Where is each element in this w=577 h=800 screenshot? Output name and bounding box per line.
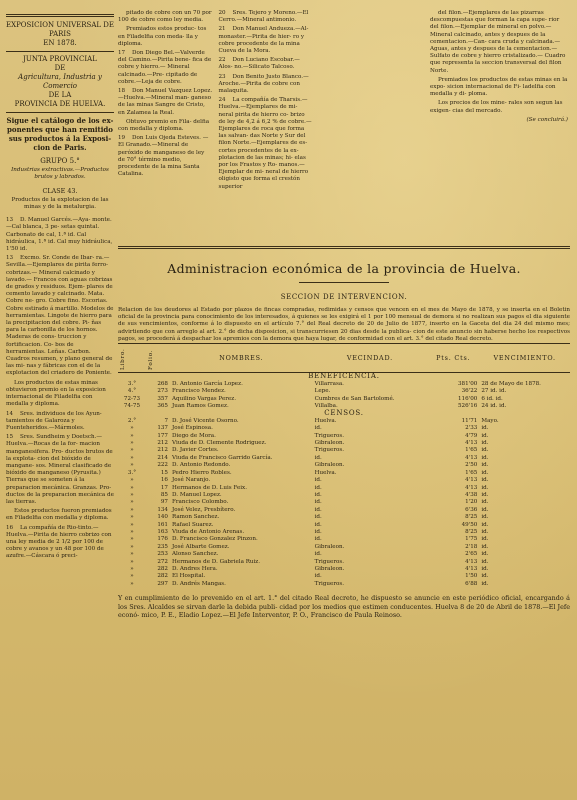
admin-title: Administracion económica de la provincia de Huelva. bbox=[167, 261, 521, 276]
cell-folio: 140 bbox=[157, 514, 168, 521]
cell-ptas: 1'20 bbox=[465, 499, 478, 506]
cell-ptas: 4'13 bbox=[465, 440, 478, 447]
cell-folio: 212 bbox=[157, 440, 168, 447]
entry-text: La compañía de Rio-tinto.— Huelva.—Pirita de hierro cobrizo con una ley media de 2 1/2 por 100 de cobre y avanos y un 48 por 100 de azufre.—Cáscara ó preci- bbox=[6, 524, 112, 560]
cell-nombre: D. Antonio Redondo. bbox=[172, 462, 231, 469]
catalog-entry bbox=[118, 88, 213, 117]
cell-vencimiento: id. bbox=[481, 499, 489, 506]
table-row bbox=[118, 514, 570, 521]
closing-paragraph bbox=[118, 594, 570, 619]
cell-vencimiento: id. bbox=[481, 565, 489, 572]
divider bbox=[6, 51, 114, 52]
cell-libro: » bbox=[130, 477, 134, 484]
cell-nombre: Rafael Suarez. bbox=[172, 521, 214, 528]
cell-libro: » bbox=[130, 432, 134, 439]
col1-entries bbox=[6, 217, 114, 560]
cell-libro: » bbox=[130, 558, 134, 565]
cell-folio: 161 bbox=[157, 521, 168, 528]
cell-vencimiento: 28 de Mayo de 1878. bbox=[481, 380, 541, 387]
clase-subtitle: Productos de la explotacion de las minas y de la metalurgia. bbox=[11, 196, 109, 211]
debtors-table bbox=[118, 343, 570, 588]
header-vencimiento: VENCIMIENTO. bbox=[493, 353, 556, 362]
entry-text: La compañía de Tharsis.— Huelva.—Ejemplares de mi- neral pirita de hierro co- brizo de ley de 4,2 á 6,2 % de cobre.—Ejemplares de roca que forma las salvan- das Norte y Sur del filon Norte.—Ejemplares de es- cortes procedentes de la ex- plotacion de las minas; hi- elas por los Frastos y Ro- manos.—Ejemplar de mi- neral de hierro oligisto que forma el crestón superior bbox=[218, 97, 312, 190]
entry-text: D. Manuel Garcés.—Aya- monte.—Cal blanca, 3 pe- setas quintal. Carbonato de cal, 1.ª id. Cal hidráulica, 1.ª id. Cal muy hidráulica, 1'50 id. bbox=[6, 217, 113, 253]
entry-number: 17 bbox=[118, 50, 126, 57]
cell-ptas: 1'65 bbox=[465, 447, 478, 454]
cell-ptas: 8'25 bbox=[465, 514, 478, 521]
section-title: BENEFICENCIA. bbox=[308, 372, 380, 381]
exposition-header bbox=[6, 21, 114, 152]
cell-libro: » bbox=[130, 484, 134, 491]
cell-nombre: José Velez, Presbítero. bbox=[172, 506, 236, 513]
cell-vencimiento: id. bbox=[481, 580, 489, 587]
cell-folio: 272 bbox=[157, 558, 168, 565]
entry-number: 21 bbox=[218, 26, 226, 33]
cell-vencimiento: id. bbox=[481, 551, 489, 558]
header-folio: Folio. bbox=[148, 349, 154, 371]
title-rule bbox=[299, 282, 389, 283]
cell-nombre: Francisco Mendez. bbox=[172, 388, 226, 395]
entry-number: 20 bbox=[218, 10, 226, 16]
table-row bbox=[118, 447, 570, 454]
cell-vencimiento: 27 id. id. bbox=[481, 388, 507, 395]
col3-entries bbox=[430, 10, 568, 115]
cell-folio: 268 bbox=[157, 380, 168, 387]
cell-nombre: José Albarte Gomez. bbox=[172, 543, 230, 550]
catalog-entry bbox=[6, 434, 114, 506]
cell-libro: » bbox=[130, 551, 134, 558]
catalog-entry bbox=[6, 411, 114, 433]
catalog-entry bbox=[430, 77, 568, 99]
catalog-entry bbox=[219, 10, 314, 24]
cell-folio: 177 bbox=[157, 432, 168, 439]
cell-libro: » bbox=[130, 565, 134, 572]
cell-nombre: Aquilino Vargas Perez. bbox=[172, 395, 236, 402]
header-line: ponentes que han remitido bbox=[7, 125, 113, 134]
header-line: JUNTA PROVINCIAL bbox=[23, 55, 97, 63]
cell-nombre: El Hospital. bbox=[172, 573, 206, 580]
entry-text: Premiados los productos de estas minas en la expo- sicion internacional de Fi- ladelfia con medalla y di- ploma. bbox=[430, 76, 568, 98]
cell-vencimiento: id. bbox=[481, 432, 489, 439]
catalog-entry bbox=[6, 255, 114, 377]
censos-rows bbox=[118, 418, 570, 588]
table-row bbox=[118, 425, 570, 432]
header-line: DE LA bbox=[48, 91, 72, 99]
admin-subtitle: SECCION DE INTERVENCION. bbox=[280, 293, 408, 301]
entry-number: 13 bbox=[6, 255, 14, 262]
column-1 bbox=[6, 10, 114, 563]
table-row bbox=[118, 551, 570, 558]
cell-nombre: Juan Ramos Gomez. bbox=[172, 403, 229, 410]
cell-vecindad: Lepe. bbox=[314, 388, 331, 395]
header-ptas: Pts. Cts. bbox=[436, 353, 471, 362]
entry-number: 14 bbox=[6, 410, 14, 417]
header-line: PROVINCIA DE HUELVA. bbox=[14, 100, 106, 108]
table-row bbox=[118, 477, 570, 484]
cell-ptas: 1'65 bbox=[465, 469, 478, 476]
entry-text: Sres. individuos de los Ayun- tamientos de Galaroza y Fuenteheridos.—Mármoles. bbox=[6, 410, 102, 431]
grupo-subtitle: Industrias extractivas.—Productos brutos y labrados. bbox=[11, 167, 109, 181]
cell-libro: 3.° bbox=[127, 380, 137, 387]
cell-folio: 282 bbox=[157, 565, 168, 572]
cell-libro: 3.° bbox=[127, 469, 137, 476]
cell-vecindad: id. bbox=[314, 484, 322, 491]
cell-folio: 17 bbox=[160, 484, 168, 491]
cell-libro: » bbox=[130, 491, 134, 498]
table-row bbox=[118, 536, 570, 543]
table-row bbox=[118, 529, 570, 536]
cell-vecindad: id. bbox=[314, 521, 322, 528]
cell-nombre: D. Javier Cortes. bbox=[172, 447, 219, 454]
cell-libro: 2.° bbox=[127, 417, 137, 424]
cell-vecindad: Huelva. bbox=[314, 469, 337, 476]
entry-number: 23 bbox=[218, 73, 226, 80]
cell-ptas: 8'25 bbox=[465, 528, 478, 535]
entry-text: Don Manuel Andueza.—Al- monaster.—Pirita de hier- ro y cobre procedente de la mina Cueva de la Mora. bbox=[218, 26, 309, 55]
cell-folio: 212 bbox=[157, 447, 168, 454]
cell-libro: » bbox=[130, 440, 134, 447]
cell-libro: » bbox=[130, 447, 134, 454]
cell-nombre: Diego de Mora. bbox=[172, 432, 216, 439]
cell-ptas: 2'65 bbox=[465, 551, 478, 558]
header-nombres: NOMBRES. bbox=[219, 353, 264, 362]
cell-vencimiento: id. bbox=[481, 469, 489, 476]
cell-vencimiento: id. bbox=[481, 536, 489, 543]
cell-libro: » bbox=[130, 536, 134, 543]
cell-libro: » bbox=[130, 528, 134, 535]
section-title: CENSOS. bbox=[324, 409, 364, 418]
cell-vecindad: Gibraleon. bbox=[314, 565, 345, 572]
cell-vencimiento: id. bbox=[481, 484, 489, 491]
cell-ptas: 2'33 bbox=[465, 425, 478, 432]
entry-text: Excmo. Sr. Conde de Ibar- ra.—Sevilla.—Ejemplares de pirita ferro-cobrizas.— Mineral calcinado y lavado.— Francos con aguas cobrizas de grados y residuos. Ejem- plares de cemento lavado y calcinado. Mata. Cobre ne- gro. Cobre fino. Escorias. Cobre estirado á martillo. Modelos de herramientas. Lingote de hierro para la precipitacion del cobre. Pi- ñas para la carbonilla de los hornos. Maderas de cons- truccion y fortificacion. Co- bos de herramientas. Leñas. Carbon. Cuadros resumen, y plano general de las mi- nas y fábricas con el de la explotacion del criadero de Poniente. bbox=[6, 255, 114, 377]
cell-folio: 137 bbox=[157, 425, 168, 432]
cell-vecindad: Trigueros. bbox=[314, 432, 345, 439]
catalog-entry bbox=[430, 10, 568, 75]
entry-text: Don Manuel Vazquez Lopez. —Huelva.—Mineral man- ganeso de las minas Sangre de Cristo, en Zalamea la Real. bbox=[118, 88, 213, 116]
cell-ptas: 526'16 bbox=[458, 403, 478, 410]
cell-vecindad: id. bbox=[314, 499, 322, 506]
table-row bbox=[118, 544, 570, 551]
cell-nombre: Hermanos de D. Luis Feix. bbox=[172, 484, 247, 491]
cell-ptas: 6'88 bbox=[465, 580, 478, 587]
table-row bbox=[118, 455, 570, 462]
entry-number: 13 bbox=[6, 217, 14, 224]
cell-vecindad: id. bbox=[314, 551, 322, 558]
cell-vecindad: id. bbox=[314, 454, 322, 461]
cell-vencimiento: id. bbox=[481, 477, 489, 484]
cell-vecindad: Huelva. bbox=[314, 417, 337, 424]
cell-folio: 134 bbox=[157, 506, 168, 513]
table-row bbox=[118, 388, 570, 395]
cell-vecindad: id. bbox=[314, 506, 322, 513]
cell-ptas: 4'79 bbox=[465, 432, 478, 439]
cell-vencimiento: id. bbox=[481, 514, 489, 521]
catalog-entry bbox=[118, 119, 213, 133]
catalog-entry bbox=[118, 135, 213, 178]
divider bbox=[6, 112, 114, 113]
cell-libro: » bbox=[130, 521, 134, 528]
cell-nombre: Ramon Sanchez. bbox=[172, 514, 220, 521]
entry-text: Don Diego Bel.—Valverde del Camino.—Pirita bene- fica de cobre y hierro.— Mineral calcinado.—Pre- cipitado de cobre.—Leja de cobre. bbox=[118, 50, 212, 85]
cell-libro: » bbox=[130, 425, 134, 432]
cell-vecindad: id. bbox=[314, 514, 322, 521]
cell-nombre: D. José Vicente Osorno. bbox=[172, 417, 239, 424]
cell-folio: 85 bbox=[160, 491, 168, 498]
header-libro: Libro. bbox=[120, 348, 126, 371]
header-vecindad: VECINDAD. bbox=[346, 353, 393, 362]
cell-nombre: Francisco Colombo. bbox=[172, 499, 229, 506]
cell-ptas: 4'13 bbox=[465, 565, 478, 572]
table-header-row bbox=[118, 344, 570, 373]
cell-ptas: 2'18 bbox=[465, 543, 478, 550]
cell-nombre: Viuda de D. Clemente Rodriguez. bbox=[172, 440, 267, 447]
col2-entries-b bbox=[219, 10, 314, 193]
catalog-entry bbox=[6, 217, 114, 253]
cell-vecindad: Trigueros. bbox=[314, 447, 345, 454]
cell-nombre: D. Francisco Gonzalez Pinzon. bbox=[172, 536, 258, 543]
table-row bbox=[118, 433, 570, 440]
cell-vencimiento: id. bbox=[481, 543, 489, 550]
cell-vencimiento: id. bbox=[481, 558, 489, 565]
cell-nombre: D. Manuel Lopez. bbox=[172, 491, 222, 498]
cell-libro: » bbox=[130, 454, 134, 461]
cell-ptas: 36'22 bbox=[461, 388, 478, 395]
entry-text: Don Luciano Escobar.—Alos- no.—Silicato Talcoso. bbox=[218, 57, 300, 71]
cell-folio: 97 bbox=[160, 499, 168, 506]
cell-vencimiento: id. bbox=[481, 454, 489, 461]
cell-nombre: D. Andrés Mangas. bbox=[172, 580, 226, 587]
cell-ptas: 49'50 bbox=[461, 521, 478, 528]
catalog-entry bbox=[6, 508, 114, 522]
cell-vecindad: id. bbox=[314, 536, 322, 543]
cell-libro: 74-75 bbox=[123, 403, 141, 410]
entry-text: Obtuvo premio en Fila- delfia con medalla y diploma. bbox=[118, 118, 210, 133]
cell-vencimiento: id. bbox=[481, 462, 489, 469]
cell-libro: » bbox=[130, 514, 134, 521]
table-row bbox=[118, 559, 570, 566]
cell-nombre: Pedro Hierro Robles. bbox=[172, 469, 232, 476]
cell-ptas: 11'71 bbox=[461, 417, 478, 424]
section-beneficencia bbox=[118, 373, 570, 381]
entry-number: 18 bbox=[118, 88, 126, 95]
cell-folio: 235 bbox=[157, 543, 168, 550]
table-row bbox=[118, 381, 570, 388]
catalog-entry bbox=[6, 525, 114, 561]
cell-ptas: 6'36 bbox=[465, 506, 478, 513]
cell-vencimiento: id. bbox=[481, 491, 489, 498]
catalog-entry bbox=[219, 26, 314, 55]
cell-nombre: D. Andres Hera. bbox=[172, 565, 218, 572]
cell-nombre: Alonso Sanchez. bbox=[172, 551, 219, 558]
cell-folio: 297 bbox=[157, 580, 168, 587]
header-line: cion de Paris. bbox=[33, 143, 87, 152]
header-line: Agricultura, Industria y Comercio bbox=[18, 73, 102, 90]
entry-number: 16 bbox=[6, 524, 14, 531]
section-censos bbox=[118, 410, 570, 417]
admin-section bbox=[118, 242, 570, 619]
grupo-title: GRUPO 5.° bbox=[40, 157, 80, 165]
column-2 bbox=[118, 10, 313, 193]
admin-intro: Relacion de los deudores al Estado por plazos de fincas compradas, redimidas y censos que vencen en el mes de Mayo de 1878, y se inserta en el Boletin oficial de la provincia para conocimiento de los interesados, á quienes se les exigirá el 1 por 100 mensual de demora si no realizan sus pagos el dia siguiente de sus vencimientos, conforme á lo dispuesto en el artículo 7.° del Real decreto de 20 de Julio de 1877, inserto en la Gaceta del dia 24 del mismo mes; advirtiendo que con arreglo al art. 2.° de dicha disposicion, si transcurriesen 20 dias desde la publica- cion de este anuncio sin haberse hecho los respectivos pagos, se procederá á despachar los apremios con la demora que haya lugar, de conformidad con el art. 3.° del citado Real decreto. bbox=[118, 307, 570, 342]
cell-ptas: 4'13 bbox=[465, 558, 478, 565]
cell-ptas: 1'75 bbox=[465, 536, 478, 543]
cell-vencimiento: Mayo. bbox=[481, 417, 499, 424]
cell-vecindad: id. bbox=[314, 477, 322, 484]
col2-entries-a bbox=[118, 10, 213, 193]
catalog-entry bbox=[118, 26, 213, 48]
beneficencia-rows bbox=[118, 381, 570, 411]
cell-folio: 7 bbox=[164, 417, 168, 424]
cell-vencimiento: id. bbox=[481, 528, 489, 535]
cell-vecindad: id. bbox=[314, 573, 322, 580]
cell-folio: 253 bbox=[157, 551, 168, 558]
entry-text: del filon.—Ejemplares de las pizarras descompuestas que forman la capa supe- rior del filon.—Ejemplar de mineral en polvo.—Mineral calcinado, antes y despues de la cementacion.—Can- cara cruda y calcinada.— Aguas, antes y despues de la cementacion.—Sulfato de cobre y hierro cristalizado.— Cuadro que representa la seccion transversal del filon Norte. bbox=[430, 10, 566, 74]
cell-folio: 163 bbox=[157, 528, 168, 535]
cell-vencimiento: 24 id. id. bbox=[481, 403, 507, 410]
cell-vecindad: Villalba. bbox=[314, 403, 338, 410]
table-row bbox=[118, 573, 570, 580]
cell-libro: 72-73 bbox=[123, 395, 141, 402]
table-row bbox=[118, 522, 570, 529]
catalog-entry bbox=[430, 100, 568, 114]
cell-nombre: Viuda de Antonio Arenas. bbox=[172, 528, 245, 535]
table-row bbox=[118, 499, 570, 506]
entry-text: Los productos de estas minas obtuvieron premio en la exposicion internacional de Filadelfia con medalla y diploma. bbox=[6, 379, 106, 408]
cell-vencimiento: id. bbox=[481, 440, 489, 447]
catalog-entry bbox=[219, 57, 314, 71]
table-row bbox=[118, 440, 570, 447]
section-rule bbox=[118, 246, 570, 249]
cell-vencimiento: id. bbox=[481, 573, 489, 580]
cell-nombre: Viuda de Francisco Garrido García. bbox=[172, 454, 273, 461]
catalog-entry bbox=[118, 10, 213, 24]
entry-text: Premiados estos produc- tos en Filadelfia con meda- lla y diploma. bbox=[118, 26, 207, 47]
entry-text: Los precios de los mine- rales son segun las exigen- cias del mercado. bbox=[430, 100, 563, 114]
entry-number: 15 bbox=[6, 434, 14, 441]
header-line: EXPOSICION UNIVERSAL DE PARIS bbox=[6, 21, 114, 38]
cell-vecindad: Villarrasa. bbox=[314, 380, 344, 387]
cell-vecindad: Gibraleon. bbox=[314, 440, 345, 447]
cell-libro: » bbox=[130, 499, 134, 506]
cell-ptas: 4'13 bbox=[465, 484, 478, 491]
top-rule bbox=[6, 14, 114, 17]
entry-number: 24 bbox=[218, 97, 226, 104]
entry-number: 22 bbox=[218, 57, 226, 64]
table-row bbox=[118, 581, 570, 588]
cell-vecindad: Cumbres de San Bartolomé. bbox=[314, 395, 395, 402]
table-row bbox=[118, 470, 570, 477]
table-row bbox=[118, 485, 570, 492]
cell-folio: 273 bbox=[157, 388, 168, 395]
entry-text: Sres. Tejero y Moreno.—El Cerro.—Mineral antimonio. bbox=[218, 10, 309, 24]
entry-text: Sres. Sundheim y Doetsch.— Huelva.—Rocas de la for- macion manganesifera. Pro- ductos brutos de la explota- cion del bióxido de mangane- sos. Mineral clasificado de bióxido de manganeso (Pyrusita.) Tierras que se someten á la preparacion mecánica. Granzas. Pro- ductos de la preparacion mecánica de las tierras. bbox=[6, 434, 114, 505]
entry-text: Don Luis Ojeda Esteves. —El Granado.—Mineral de peróxido de manganeso de ley de 70° término medio, procedente de la mina Santa Catalina. bbox=[118, 135, 209, 178]
cell-nombre: D. Antonio García Lopez. bbox=[172, 380, 243, 387]
cell-libro: » bbox=[130, 506, 134, 513]
cell-nombre: José Naranjo. bbox=[172, 477, 211, 484]
cell-vencimiento: id. bbox=[481, 521, 489, 528]
table-row bbox=[118, 396, 570, 403]
cell-libro: » bbox=[130, 580, 134, 587]
catalog-entry bbox=[219, 97, 314, 191]
cell-vencimiento: id. bbox=[481, 506, 489, 513]
table-row bbox=[118, 462, 570, 469]
cell-ptas: 2'50 bbox=[465, 462, 478, 469]
cell-folio: 15 bbox=[160, 469, 168, 476]
column-3 bbox=[430, 10, 568, 124]
cell-ptas: 381'00 bbox=[458, 380, 478, 387]
cell-ptas: 4'38 bbox=[465, 491, 478, 498]
cell-vencimiento: 6 id. id. bbox=[481, 395, 503, 402]
clase-title: CLASE 43. bbox=[42, 186, 78, 195]
cell-libro: » bbox=[130, 543, 134, 550]
cell-vecindad: Trigueros. bbox=[314, 580, 345, 587]
cell-folio: 365 bbox=[157, 403, 168, 410]
cell-vecindad: id. bbox=[314, 491, 322, 498]
table-row bbox=[118, 566, 570, 573]
cell-vecindad: id. bbox=[314, 528, 322, 535]
header-line: DE bbox=[54, 64, 66, 72]
cell-nombre: Hermanos de D. Gabriela Ruiz. bbox=[172, 558, 261, 565]
cell-folio: 214 bbox=[157, 454, 168, 461]
cell-libro: » bbox=[130, 573, 134, 580]
cell-ptas: 1'50 bbox=[465, 573, 478, 580]
cell-vencimiento: id. bbox=[481, 425, 489, 432]
cell-libro: 4.° bbox=[127, 388, 137, 395]
cell-folio: 357 bbox=[157, 395, 168, 402]
cell-folio: 282 bbox=[157, 573, 168, 580]
cell-ptas: 4'13 bbox=[465, 477, 478, 484]
cell-vecindad: Gibraleon. bbox=[314, 543, 345, 550]
entry-text: pitado de cobre con un 70 por 100 de cobre como ley media. bbox=[118, 10, 212, 24]
header-line: sus productos á la Exposi- bbox=[8, 134, 112, 143]
table-row bbox=[118, 492, 570, 499]
catalog-entry bbox=[219, 74, 314, 96]
table-row bbox=[118, 507, 570, 514]
cell-folio: 222 bbox=[157, 462, 168, 469]
cell-vencimiento: id. bbox=[481, 447, 489, 454]
catalog-entry bbox=[118, 50, 213, 86]
cell-folio: 16 bbox=[160, 477, 168, 484]
to-be-continued: (Se concluirá.) bbox=[526, 116, 568, 123]
cell-ptas: 116'00 bbox=[458, 395, 478, 402]
cell-vecindad: id. bbox=[314, 425, 322, 432]
closing-text: Y en cumplimiento de lo prevenido en el art. 1.° del citado Real decreto, he dispuesto se anuncie en este periódico oficial, encargando á los Sres. Alcaldes se sirvan darle la debida publi- cidad por los medios que estimen conducentes. Huelva 8 de 20 de Abril de 1878.—El Jefe econó- mico, P. E., Eladio Lopez.—El Jefe Interventor, P. O., Francisco de Paula Reinoso. bbox=[118, 594, 570, 620]
cell-folio: 176 bbox=[157, 536, 168, 543]
catalog-entry bbox=[6, 380, 114, 409]
entry-number: 19 bbox=[118, 135, 126, 142]
header-line: Sigue el catálogo de los ex- bbox=[6, 116, 114, 125]
cell-vecindad: Gibraleon. bbox=[314, 462, 345, 469]
header-line: EN 1878. bbox=[43, 39, 77, 47]
entry-text: Estos productos fueron premiados en Filadelfia con medalla y diploma. bbox=[6, 508, 112, 522]
entry-text: Don Benito Justo Blanco.— Aroche.—Pirita de cobre con malaquita. bbox=[218, 73, 309, 95]
cell-libro: » bbox=[130, 462, 134, 469]
cell-ptas: 4'13 bbox=[465, 454, 478, 461]
cell-vecindad: Trigueros. bbox=[314, 558, 345, 565]
cell-nombre: José Espinosa. bbox=[172, 425, 213, 432]
